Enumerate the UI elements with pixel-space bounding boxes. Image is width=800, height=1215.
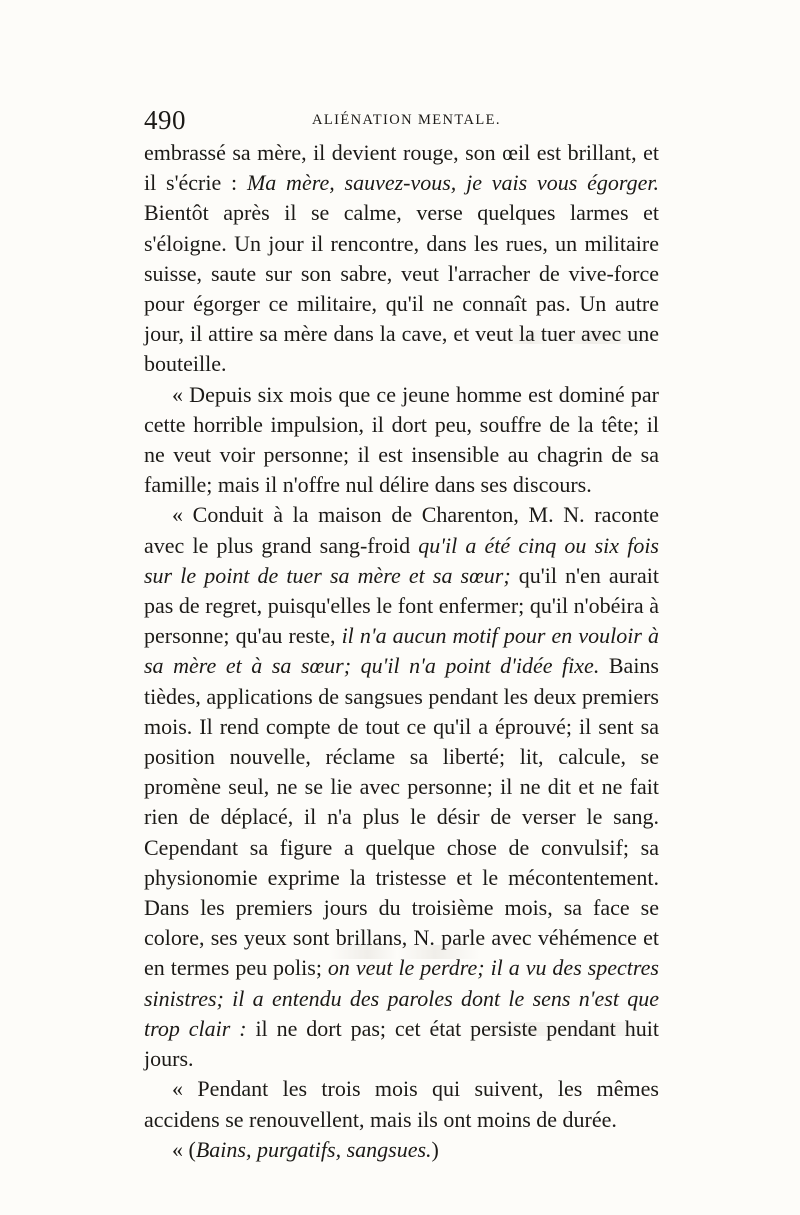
- paragraph: [144, 1135, 659, 1165]
- paragraph: [144, 500, 659, 1074]
- italic-run: qu'il a été cinq ou six fois sur le point de tuer sa mère et sa sœur;: [144, 532, 659, 588]
- running-head: [144, 103, 659, 137]
- text-run: ): [431, 1136, 439, 1162]
- text-run: Bientôt après il se calme, verse quelques larmes et s'éloigne. Un jour il rencontre, dans les rues, un militaire suisse, saute sur son sabre, veut l'arracher de vive-force pour égorger ce militaire, qu'il ne connaît pas. Un autre jour, il attire sa mère dans la cave, et veut la tuer avec une bouteille.: [144, 200, 659, 377]
- text-run: qu'il n'en aurait pas de regret, puisqu'elles le font enfermer; qu'il n'obéira à personne; qu'au reste,: [144, 562, 660, 649]
- paragraph: [144, 380, 659, 501]
- text-run: il ne dort pas; cet état persiste pendant huit jours.: [144, 1015, 659, 1072]
- running-title: ALIÉNATION MENTALE.: [312, 112, 501, 128]
- text-run: embrassé sa mère, il devient rouge, son œil est brillant, et il s'écrie :: [144, 140, 659, 196]
- italic-run: Bains, purgatifs, sangsues.: [195, 1136, 432, 1162]
- italic-run: on veut le perdre; il a vu des spectres sinistres; il a entendu des paroles dont le sens n'est que trop clair :: [144, 955, 659, 1041]
- page-number: 490: [144, 105, 186, 135]
- paragraph: [144, 138, 659, 380]
- body-text: [144, 138, 659, 1165]
- paragraph: [144, 1074, 659, 1134]
- text-run: « Pendant les trois mois qui suivent, les mêmes accidens se renouvellent, mais ils ont moins de durée.: [144, 1076, 659, 1132]
- text-run: « Conduit à la maison de Charenton, M. N. raconte avec le plus grand sang-froid: [144, 502, 659, 558]
- text-run: Bains tièdes, applications de sangsues pendant les deux premiers mois. Il rend compte de tout ce qu'il a éprouvé; il sent sa position nouvelle, réclame sa liberté; lit, calcule, se promène seul, ne se lie avec personne; il ne dit et ne fait rien de déplacé, il n'a plus le désir de verser le sang. Cependant sa figure a quelque chose de convulsif; sa physionomie exprime la tristesse et le mécontentement. Dans les premiers jours du troisième mois, sa face se colore, ses yeux sont brillans, N. parle avec véhémence et en termes peu polis;: [144, 653, 659, 981]
- italic-run: Ma mère, sauvez-vous, je vais vous égorger.: [246, 170, 659, 196]
- text-run: « Depuis six mois que ce jeune homme est dominé par cette horrible impulsion, il dort peu, souffre de la tête; il ne veut voir personne; il est insensible au chagrin de sa famille; mais il n'offre nul délire dans ses discours.: [144, 381, 659, 498]
- italic-run: il n'a aucun motif pour en vouloir à sa mère et à sa sœur; qu'il n'a point d'idée fixe.: [144, 623, 659, 679]
- text-run: « (: [172, 1136, 196, 1162]
